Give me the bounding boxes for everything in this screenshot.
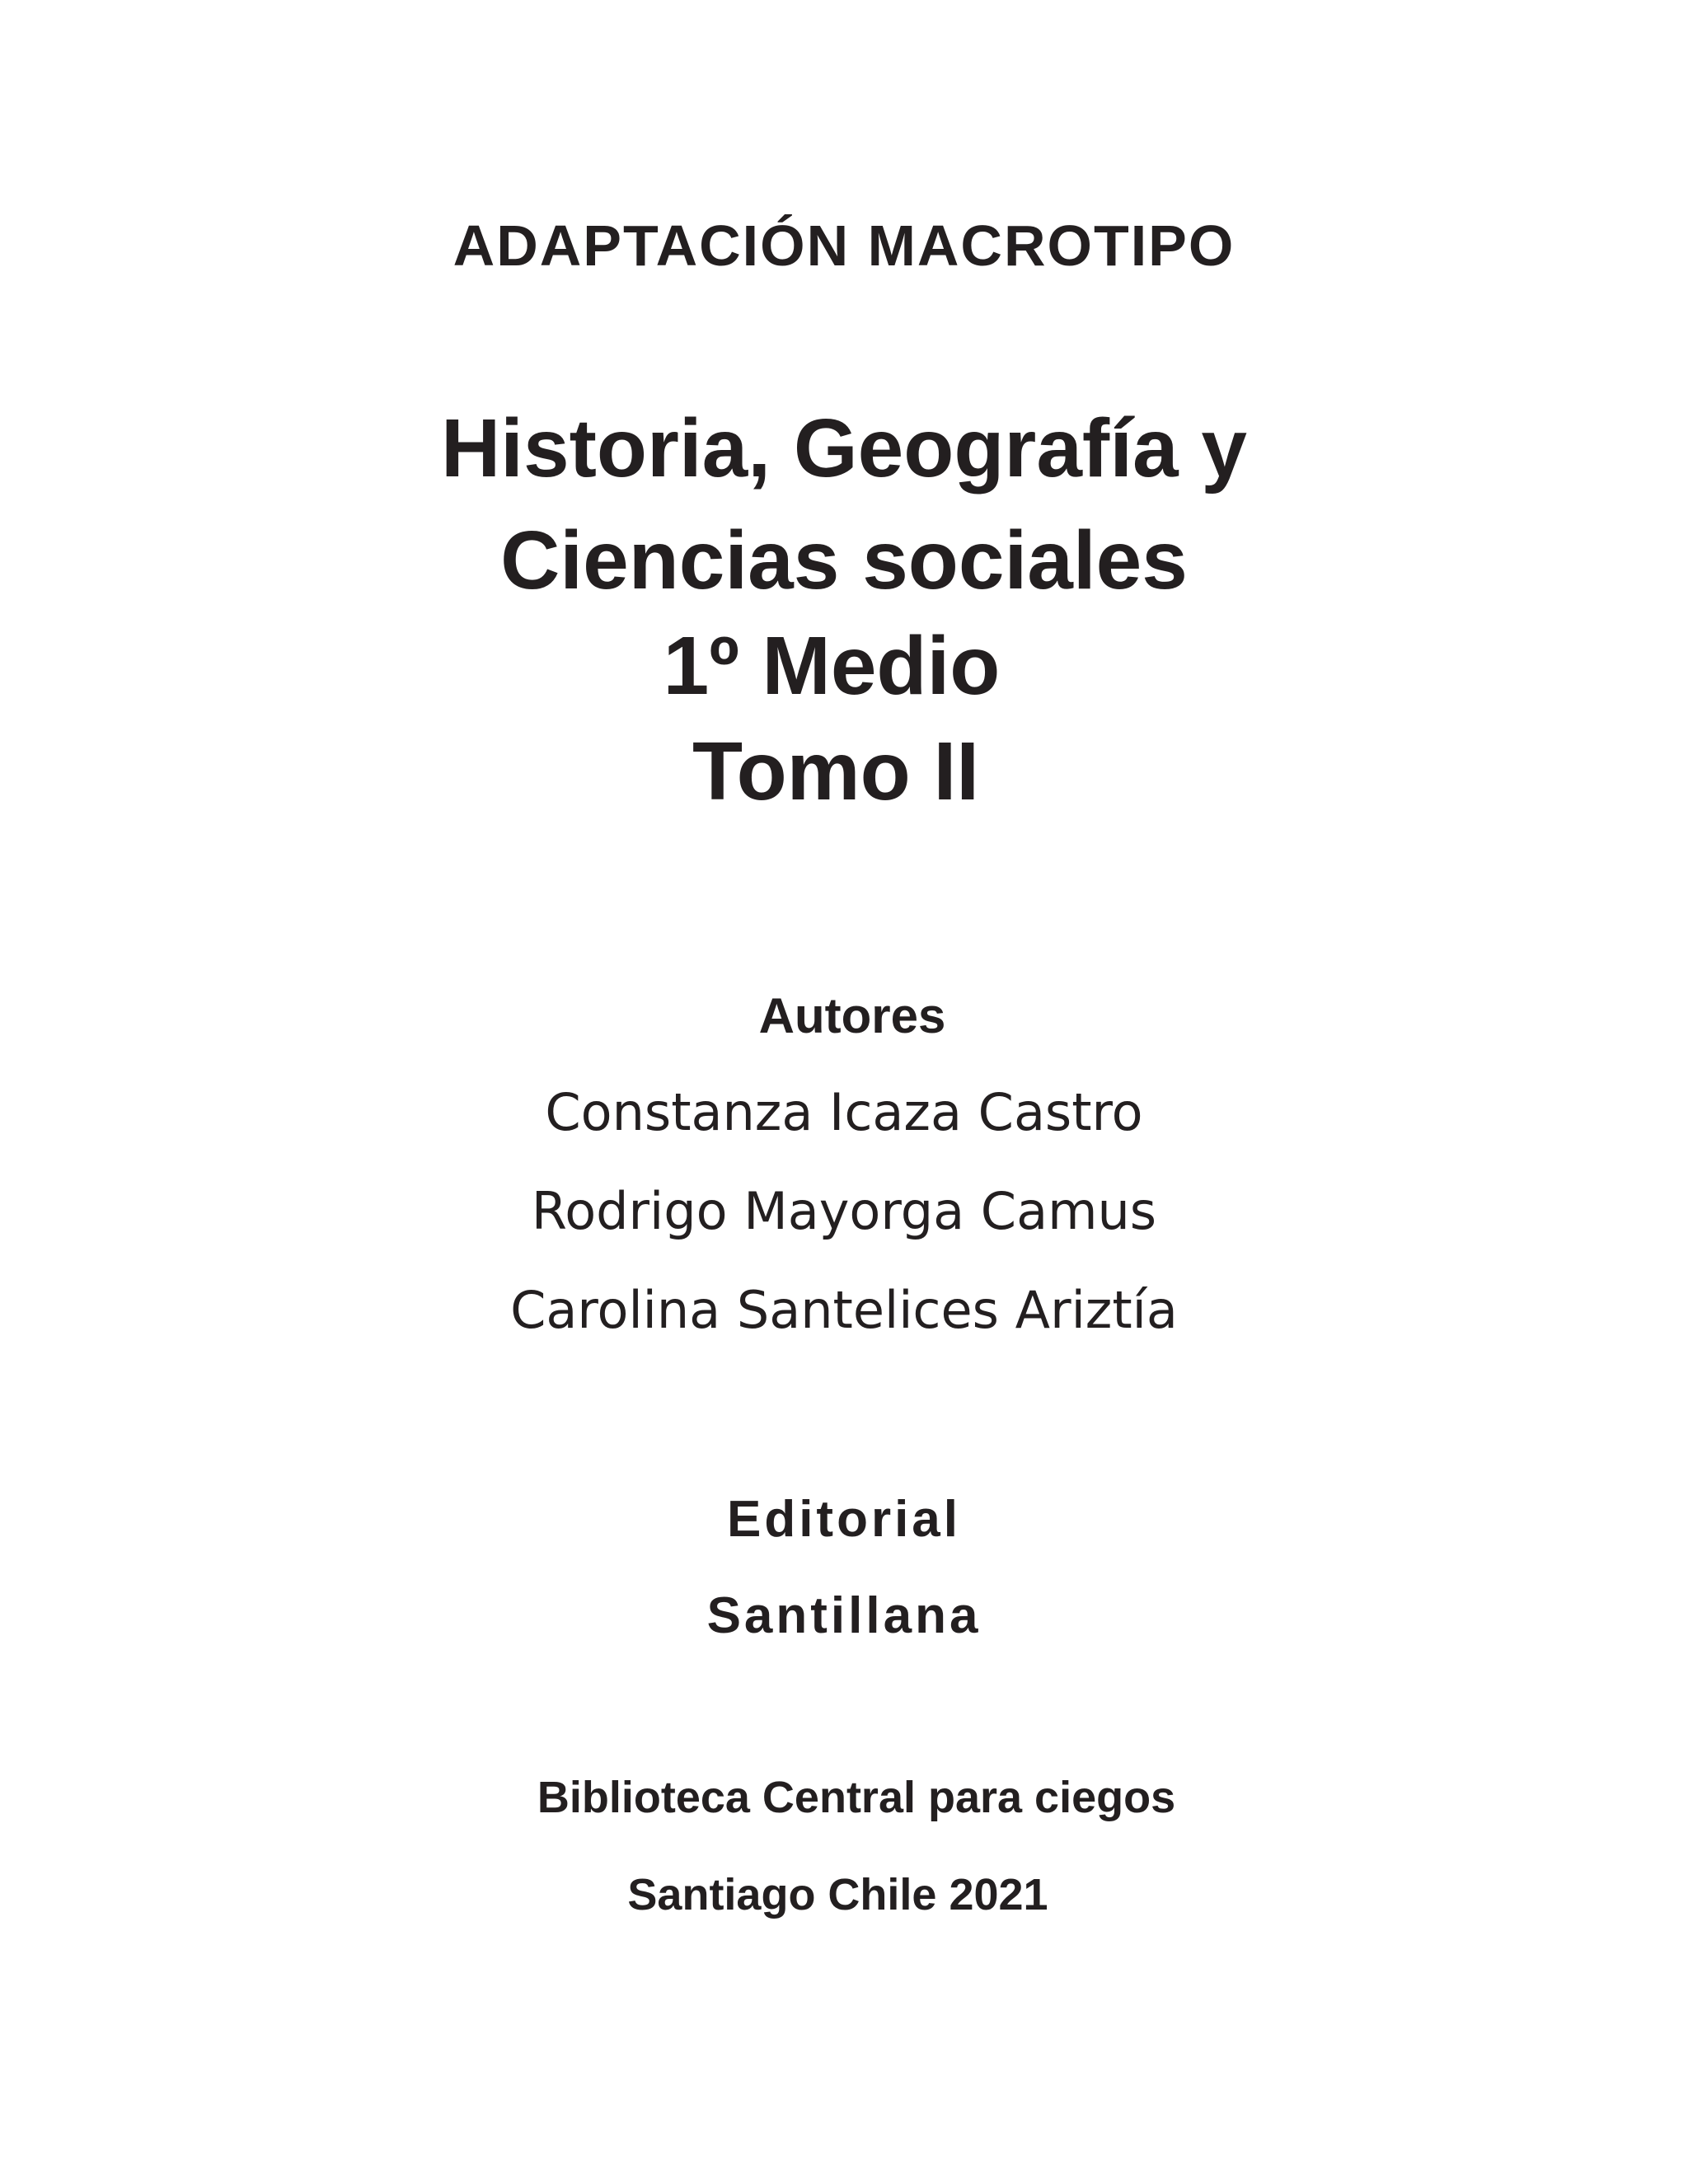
publisher-name: Santillana bbox=[706, 1587, 982, 1644]
library-name: Biblioteca Central para ciegos bbox=[537, 1773, 1176, 1822]
volume-label: Tomo II bbox=[692, 725, 980, 818]
publication-place-year: Santiago Chile 2021 bbox=[627, 1870, 1048, 1919]
adaptation-heading: ADAPTACIÓN MACROTIPO bbox=[452, 213, 1236, 278]
author-name: Carolina Santelices Ariztía bbox=[510, 1280, 1178, 1340]
publisher-label: Editorial bbox=[726, 1491, 962, 1548]
book-title-line-1: Historia, Geografía y bbox=[440, 402, 1248, 494]
book-title-line-2: Ciencias sociales bbox=[500, 514, 1188, 607]
author-name: Constanza Icaza Castro bbox=[545, 1082, 1143, 1142]
grade-level: 1º Medio bbox=[663, 620, 1001, 712]
authors-label: Autores bbox=[758, 988, 946, 1043]
author-name: Rodrigo Mayorga Camus bbox=[531, 1181, 1157, 1241]
